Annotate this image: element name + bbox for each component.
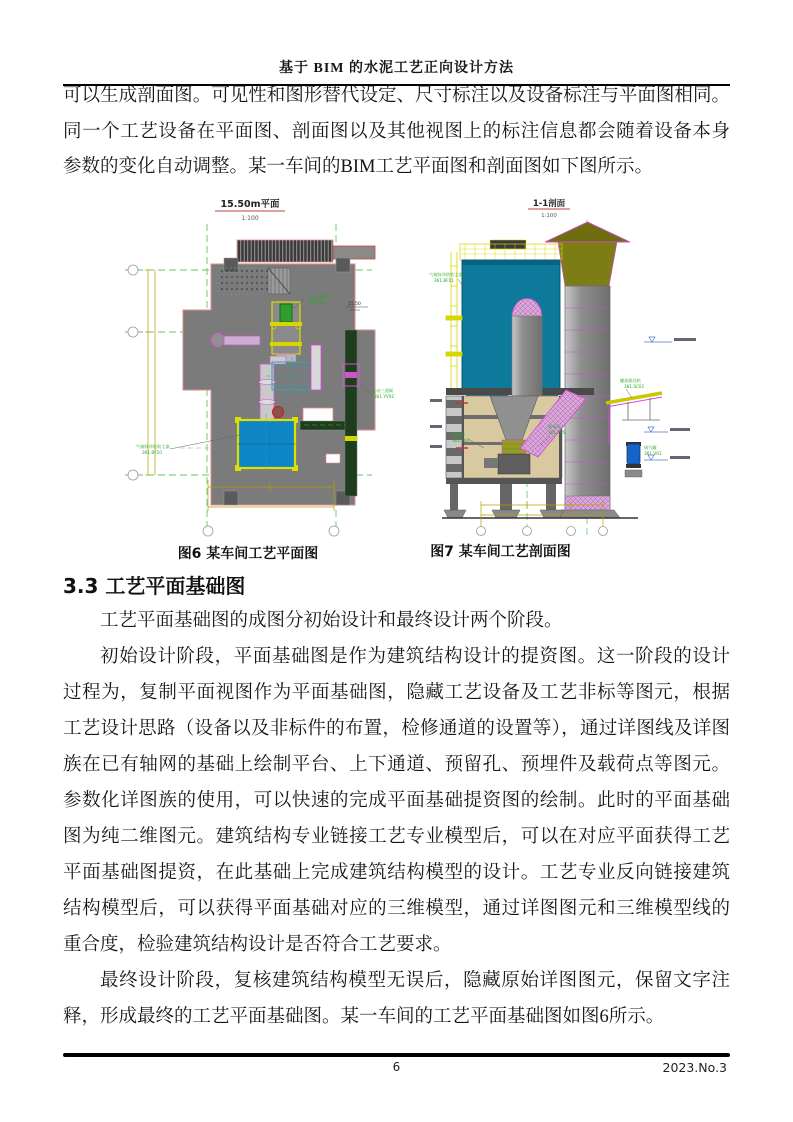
round-duct	[212, 334, 225, 347]
text-line: 平面基础图提资，在此基础上完成建筑结构模型的设计。工艺专业反向链接建筑	[63, 863, 730, 883]
svg-text:15.50: 15.50	[348, 302, 361, 307]
svg-text:螺旋输送机: 螺旋输送机	[620, 378, 641, 383]
text-line: 参数的变化自动调整。某一车间的BIM工艺平面图和剖面图如下图所示。	[63, 157, 653, 177]
page-header-title: 基于 BIM 的水泥工艺正向设计方法	[279, 61, 514, 76]
text-line: 参数化详图族的使用，可以快速的完成平面基础提资图的绘制。此时的平面基础	[63, 791, 730, 811]
body-paragraphs	[63, 603, 730, 1035]
roof-walkway-strip	[237, 240, 333, 262]
fig7-title: 1-1剖面	[532, 199, 566, 209]
text-line: 工艺设计思路（设备以及非标件的布置，检修通道的设置等），通过详图线及详图	[63, 719, 730, 739]
svg-text:361.P02: 361.P02	[309, 300, 327, 305]
svg-text:气箱脉冲袋收尘器: 气箱脉冲袋收尘器	[429, 272, 463, 277]
elevation-markers	[644, 337, 672, 460]
duct-vertical	[345, 330, 357, 496]
svg-text:离心式通风机: 离心式通风机	[306, 294, 332, 299]
blue-tank	[235, 414, 298, 474]
grid-bubbles	[477, 527, 608, 536]
plan-view-artwork	[120, 196, 412, 542]
svg-text:361.F05: 361.F05	[548, 430, 566, 435]
figure6-plan-drawing	[120, 196, 412, 542]
valve	[273, 407, 284, 418]
svg-text:361.SC01: 361.SC01	[624, 384, 645, 389]
issue-number: 2023.No.3	[662, 1060, 727, 1075]
text-line: 初始设计阶段，平面基础图是作为建筑结构设计的提资图。这一阶段的设计	[100, 647, 730, 667]
svg-text:储气罐: 储气罐	[644, 445, 657, 450]
text-line: 结构模型后，可以获得平面基础对应的三维模型，通过详图图元和三维模型线的	[63, 899, 730, 919]
inner-stack	[512, 299, 542, 397]
fig7-scale: 1:100	[541, 213, 557, 219]
page-number: 6	[392, 1060, 401, 1074]
svg-text:电动三通阀: 电动三通阀	[372, 388, 393, 393]
svg-text:361.F04: 361.F04	[452, 438, 470, 443]
text-line: 可以生成剖面图。可见性和图形替代设定、尺寸标注以及设备标注与平面图相同。	[63, 86, 730, 106]
text-line: 同一个工艺设备在平面图、剖面图以及其他视图上的标注信息都会随着设备本身	[63, 121, 730, 142]
svg-text:气箱脉冲袋收尘器: 气箱脉冲袋收尘器	[136, 444, 170, 449]
conveyor	[606, 393, 662, 420]
text-line: 工艺平面基础图的成图分初始设计和最终设计两个阶段。	[100, 611, 563, 631]
text-line: 图为纯二维图元。建筑结构专业链接工艺专业模型后，可以在对应平面获得工艺	[63, 827, 730, 847]
svg-text:361.V01: 361.V01	[644, 451, 662, 456]
fig6-title: 15.50m平面	[220, 199, 280, 210]
svg-text:卸灰阀: 卸灰阀	[452, 432, 465, 437]
dotted-grid-area	[218, 268, 268, 294]
section-heading: 3.3 工艺平面基础图	[63, 574, 246, 598]
text-line: 过程为，复制平面视图作为平面基础图，隐藏工艺设备及工艺非标等图元，根据	[63, 683, 730, 703]
text-line: 族在已有轴网的基础上绘制平台、上下通道、预留孔、预埋件及载荷点等图元。	[63, 755, 730, 775]
stairs	[268, 268, 290, 294]
text-line: 释，形成最终的工艺平面基础图。某一车间的工艺平面基础图如图6所示。	[63, 1007, 665, 1027]
footer-rule	[63, 1053, 730, 1057]
section-view-artwork	[428, 196, 735, 542]
fig6-scale: 1:100	[241, 215, 259, 222]
text-line: 最终设计阶段，复核建筑结构模型无误后，隐藏原始详图图元，保留文字注	[100, 971, 730, 991]
air-tank	[625, 442, 642, 477]
figure6-caption: 图6 某车间工艺平面图	[177, 546, 319, 562]
intro-paragraph	[63, 79, 730, 186]
fan-equipment	[270, 302, 302, 362]
svg-text:361.BF10: 361.BF10	[142, 450, 162, 455]
text-line: 重合度，检验建筑结构设计是否符合工艺要求。	[63, 935, 452, 955]
svg-text:361.BF01: 361.BF01	[434, 278, 454, 283]
figure7-section-drawing	[428, 196, 735, 542]
figure7-caption: 图7 某车间工艺剖面图	[430, 544, 571, 560]
svg-text:361.YV02: 361.YV02	[374, 394, 395, 399]
svg-text:卸灰阀: 卸灰阀	[548, 424, 561, 429]
side-pipe	[311, 345, 321, 390]
